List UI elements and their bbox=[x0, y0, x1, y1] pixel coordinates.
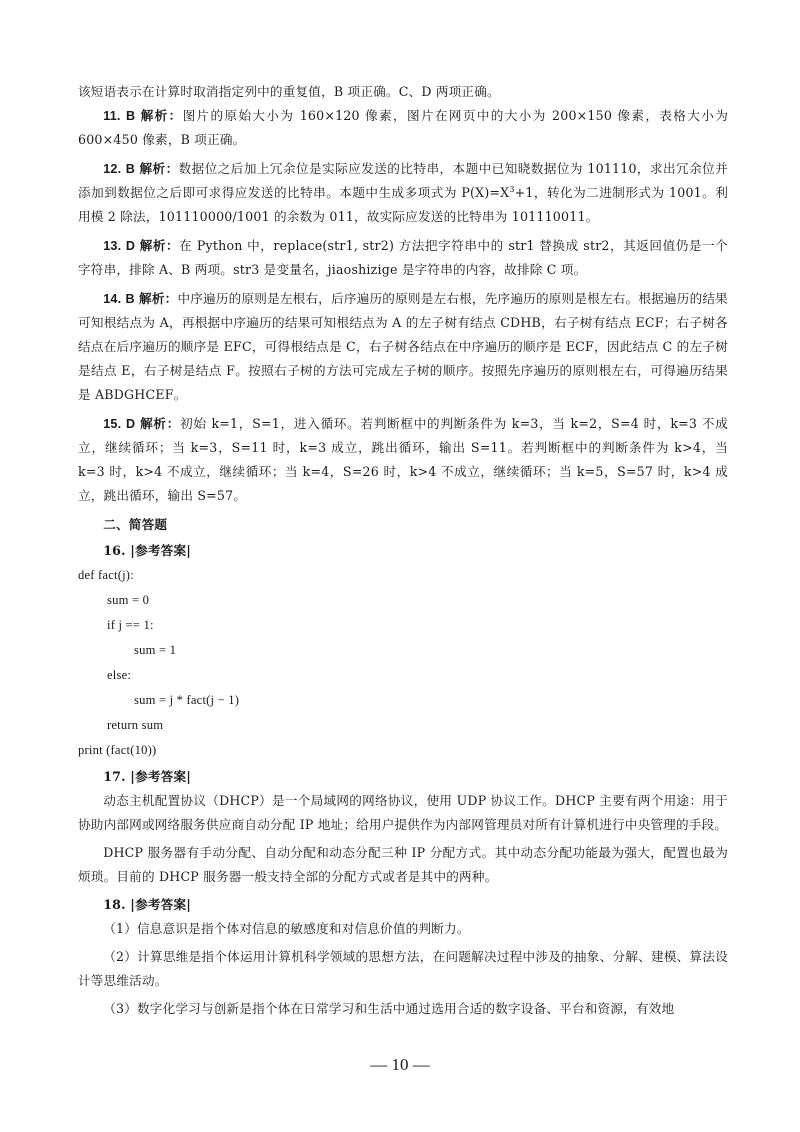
answer-number: 14. bbox=[103, 292, 122, 306]
superscript: 3 bbox=[509, 184, 515, 194]
answer-choice: B bbox=[126, 109, 136, 123]
analysis-text-cont: +1，转化为二进制形式为 1001。利用模 2 除法，101110000/1001 的余数为 011，故实际应发送的比特串为 101110011。 bbox=[78, 185, 728, 224]
page-number: — 10 — bbox=[370, 1055, 430, 1074]
document-body bbox=[78, 80, 728, 1025]
section-title: 二、简答题 bbox=[103, 517, 168, 532]
q18-paragraph: （1）信息意识是指个体对信息的敏感度和对信息价值的判断力。 bbox=[103, 921, 470, 936]
analysis-label: 解析： bbox=[140, 108, 183, 123]
intro-line: 该短语表示在计算时取消指定列中的重复值，B 项正确。C、D 两项正确。 bbox=[78, 84, 500, 99]
answer-14 bbox=[78, 287, 728, 407]
code-block bbox=[78, 563, 728, 763]
answer-11 bbox=[78, 104, 728, 152]
code-line: sum = 0 bbox=[107, 593, 150, 607]
answer-12 bbox=[78, 157, 728, 229]
answer-choice: B bbox=[125, 162, 136, 176]
analysis-text: 在 Python 中，replace(str1, str2) 方法把字符串中的 str1 替换成 str2，其返回值仍是一个字符串，排除 A、B 两项。str3 是变量名，jiaoshizige 是字符串的内容，故排除 C 项。 bbox=[78, 238, 728, 277]
answer-choice: D bbox=[126, 417, 136, 431]
code-line: return sum bbox=[107, 718, 164, 732]
answer-15 bbox=[78, 412, 728, 508]
analysis-text: 中序遍历的原则是左根右，后序遍历的原则是左右根，先序遍历的原则是根左右。根据遍历的结果可知根结点为 A，再根据中序遍历的结果可知根结点为 A 的左子树有结点 CDHB，右子树有结点 ECF；右子树各结点在后序遍历的顺序是 EFC，可得根结点是 C，右子树各结点在中序遍历的顺序是 ECF，因此结点 C 的左子树是结点 E，右子树是结点 F。按照右子树的方法可完成左子树的顺序。按照先序遍历的原则根左右，可得遍历结果是 ABDGHCEF。 bbox=[78, 291, 728, 402]
code-line: sum = 1 bbox=[134, 643, 177, 657]
q17-paragraph: 动态主机配置协议（DHCP）是一个局域网的网络协议，使用 UDP 协议工作。DHCP 主要有两个用途：用于协助内部网或网络服务供应商自动分配 IP 地址；给用户提供作为内部网管理员对所有计算机进行中央管理的手段。 bbox=[78, 793, 728, 832]
q16-heading: 16. |参考答案| bbox=[103, 543, 192, 558]
analysis-text: 图片的原始大小为 160×120 像素，图片在网页中的大小为 200×150 像素，表格大小为 600×450 像素，B 项正确。 bbox=[78, 108, 728, 147]
analysis-label: 解析： bbox=[139, 238, 180, 253]
q18-heading: 18. |参考答案| bbox=[103, 897, 192, 912]
q18-paragraph: （3）数字化学习与创新是指个体在日常学习和生活中通过选用合适的数字设备、平台和资源，有效地 bbox=[103, 1001, 675, 1016]
answer-number: 15. bbox=[103, 417, 122, 431]
code-line: print (fact(10)) bbox=[78, 743, 157, 757]
analysis-text: 数据位之后加上冗余位是实际应发送的比特串，本题中已知晓数据位为 101110，求出冗余位并添加到数据位之后即可求得应发送的比特串。本题中生成多项式为 P(X)=X bbox=[78, 161, 728, 200]
analysis-label: 解析： bbox=[139, 161, 179, 176]
code-line: else: bbox=[107, 668, 132, 682]
answer-choice: B bbox=[125, 292, 135, 306]
answer-number: 11. bbox=[103, 109, 121, 123]
code-line: if j == 1: bbox=[107, 618, 154, 632]
q17-paragraph: DHCP 服务器有手动分配、自动分配和动态分配三种 IP 分配方式。其中动态分配功能最为强大，配置也最为烦琐。目前的 DHCP 服务器一般支持全部的分配方式或者是其中的两种。 bbox=[78, 845, 728, 884]
analysis-label: 解析： bbox=[139, 291, 178, 306]
q17-heading: 17. |参考答案| bbox=[103, 769, 192, 784]
q18-paragraph: （2）计算思维是指个体运用计算机科学领域的思想方法，在问题解决过程中涉及的抽象、分解、建模、算法设计等思维活动。 bbox=[78, 949, 728, 988]
answer-number: 13. bbox=[103, 239, 122, 253]
analysis-label: 解析： bbox=[140, 416, 181, 431]
answer-13 bbox=[78, 234, 728, 282]
answer-number: 12. bbox=[103, 162, 122, 176]
analysis-text: 初始 k=1，S=1，进入循环。若判断框中的判断条件为 k=3，当 k=2，S=4 时，k=3 不成立，继续循环；当 k=3，S=11 时，k=3 成立，跳出循环，输出 S=11。若判断框中的判断条件为 k>4，当 k=3 时，k>4 不成立，继续循环；当 k=4，S=26 时，k>4 不成立，继续循环；当 k=5，S=57 时，k>4 成立，跳出循环，输出 S=57。 bbox=[78, 416, 728, 503]
code-line: sum = j * fact(j − 1) bbox=[134, 693, 240, 707]
answer-choice: D bbox=[125, 239, 136, 253]
code-line: def fact(j): bbox=[78, 568, 134, 582]
